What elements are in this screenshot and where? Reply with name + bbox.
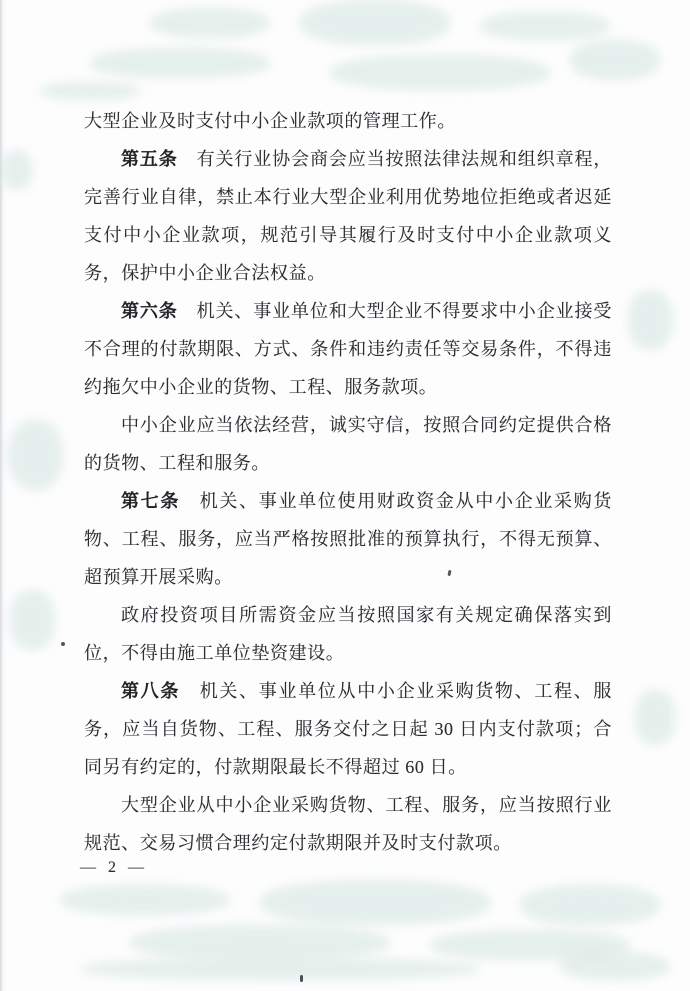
ghost-bleed-artifact: [260, 880, 490, 925]
ghost-bleed-artifact: [8, 420, 63, 490]
text-line: 务，应当自货物、工程、服务交付之日起 30 日内支付款项；合: [84, 719, 612, 739]
page-number: — 2 —: [80, 859, 145, 876]
ghost-bleed-artifact: [628, 290, 673, 350]
article-number: 第五条: [121, 149, 178, 169]
text-line: 规范、交易习惯合理约定付款期限并及时支付款项。: [84, 833, 512, 853]
text-line: 大型企业及时支付中小企业款项的管理工作。: [84, 111, 456, 131]
text-line: 物、工程、服务，应当严格按照批准的预算执行，不得无预算、: [84, 529, 612, 549]
ghost-bleed-artifact: [60, 885, 230, 915]
article-number: 第六条: [121, 301, 178, 321]
ghost-bleed-artifact: [570, 40, 660, 80]
text-line: 第八条 机关、事业单位从中小企业采购货物、工程、服: [121, 681, 612, 701]
scan-speck: [300, 975, 303, 982]
text-line: 不合理的付款期限、方式、条件和违约责任等交易条件，不得违: [84, 339, 612, 359]
article-number: 第八条: [121, 681, 181, 701]
scan-edge-shadow: [0, 0, 7, 991]
text-line: 支付中小企业款项，规范引导其履行及时支付中小企业款项义: [84, 225, 612, 245]
ghost-bleed-artifact: [520, 885, 660, 925]
text-line: 第七条 机关、事业单位使用财政资金从中小企业采购货: [121, 491, 612, 511]
text-line: 第六条 机关、事业单位和大型企业不得要求中小企业接受: [121, 301, 612, 321]
ghost-bleed-artifact: [150, 8, 270, 38]
text-line: 约拖欠中小企业的货物、工程、服务款项。: [84, 377, 438, 397]
ghost-bleed-artifact: [2, 150, 32, 190]
ghost-bleed-artifact: [635, 690, 675, 745]
ghost-bleed-artifact: [480, 12, 610, 40]
text-line: 完善行业自律，禁止本行业大型企业利用优势地位拒绝或者迟延: [84, 187, 612, 207]
ghost-bleed-artifact: [330, 55, 550, 90]
ghost-bleed-artifact: [90, 48, 270, 78]
text-line: 政府投资项目所需资金应当按照国家有关规定确保落实到: [121, 605, 612, 625]
article-number: 第七条: [121, 491, 181, 511]
text-line: 同另有约定的，付款期限最长不得超过 60 日。: [84, 757, 467, 777]
text-line: 务，保护中小企业合法权益。: [84, 263, 326, 283]
text-line: 的货物、工程和服务。: [84, 453, 270, 473]
text-line: 中小企业应当依法经营，诚实守信，按照合同约定提供合格: [121, 415, 612, 435]
text-block: [84, 102, 612, 862]
ghost-bleed-artifact: [130, 925, 390, 960]
ghost-bleed-artifact: [300, 0, 450, 45]
text-line: 大型企业从中小企业采购货物、工程、服务，应当按照行业: [121, 795, 612, 815]
ghost-bleed-artifact: [80, 958, 480, 980]
scan-speck: [61, 642, 65, 646]
text-line: 位，不得由施工单位垫资建设。: [84, 643, 345, 663]
text-line: 第五条 有关行业协会商会应当按照法律法规和组织章程，: [121, 149, 612, 169]
text-line: 超预算开展采购。: [84, 567, 233, 587]
ghost-bleed-artifact: [40, 82, 140, 100]
ghost-bleed-artifact: [10, 590, 55, 650]
ghost-bleed-artifact: [560, 952, 670, 980]
